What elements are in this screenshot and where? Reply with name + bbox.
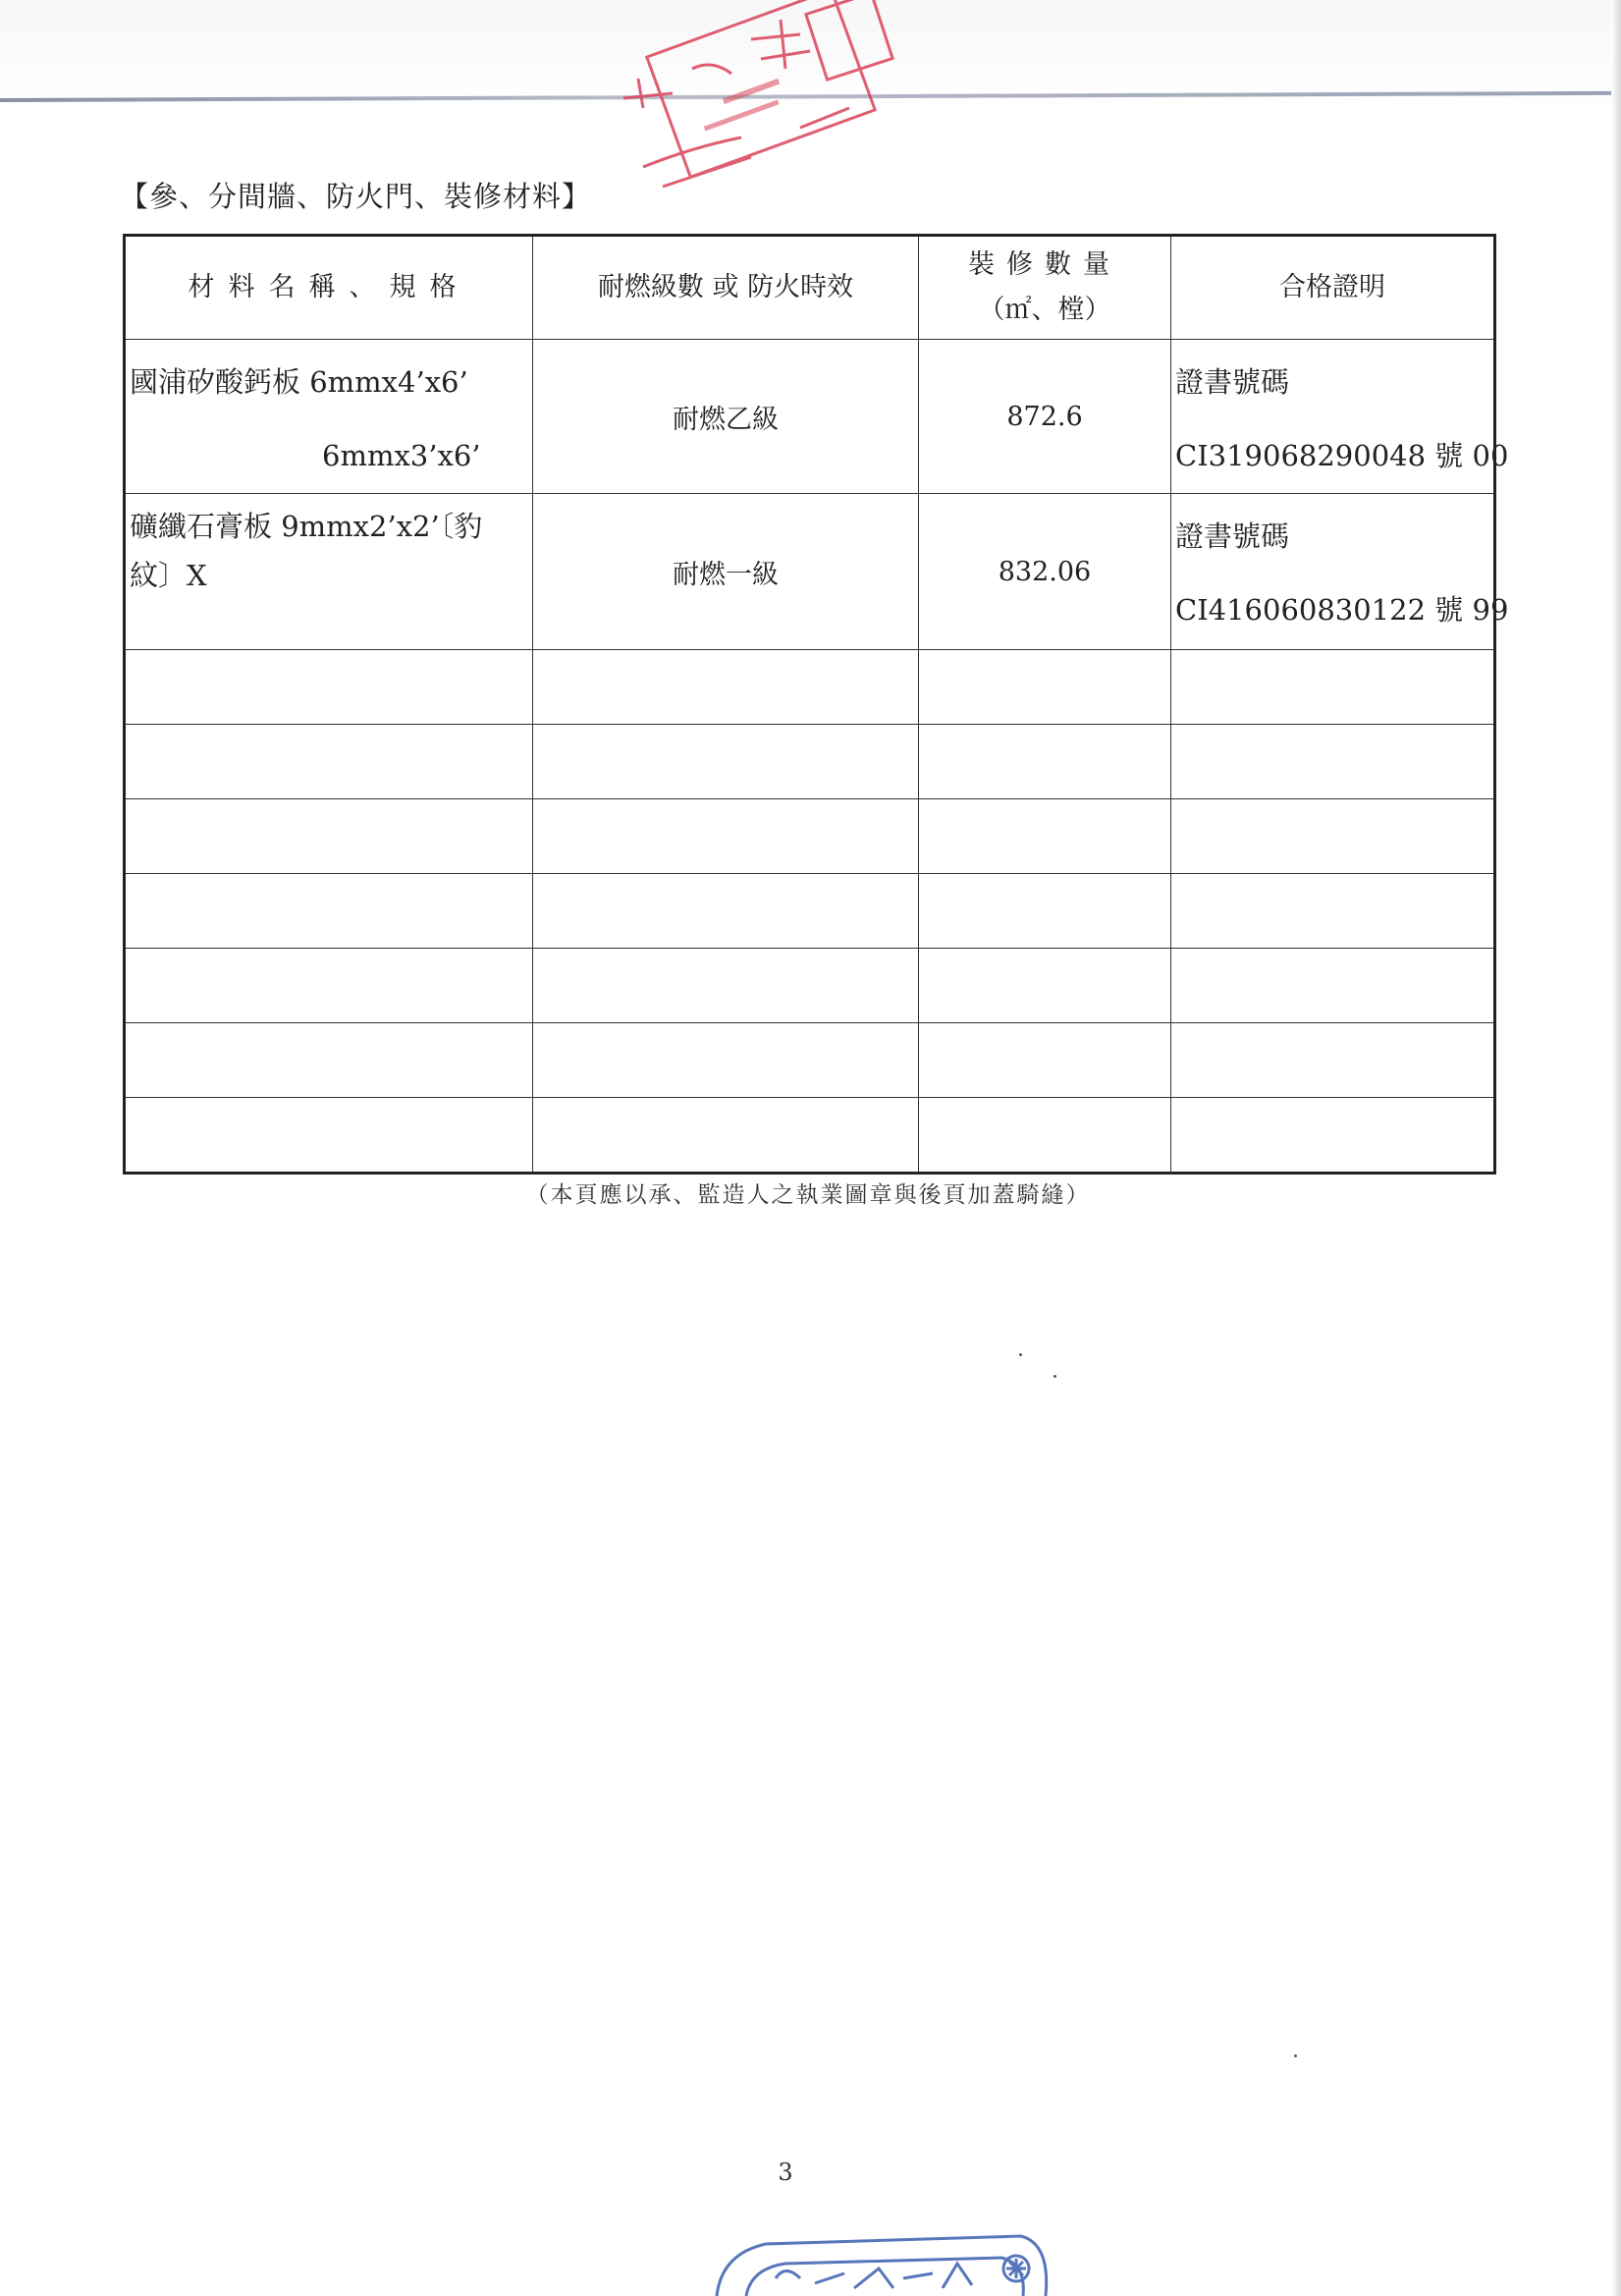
empty-cell [1171, 1098, 1495, 1174]
empty-cell [125, 725, 533, 799]
empty-cell [125, 1098, 533, 1174]
material-spec: 紋〕X [130, 559, 207, 592]
header-material: 材料名稱、規格 [125, 236, 533, 340]
table-row [125, 494, 1495, 650]
empty-cell [1171, 725, 1495, 799]
empty-cell [919, 949, 1171, 1023]
empty-cell [1171, 1023, 1495, 1098]
empty-table-row [125, 1098, 1495, 1174]
header-quantity-label: 裝修數量 [968, 249, 1121, 280]
table-header-row [125, 236, 1495, 340]
page-right-edge-shadow [1611, 0, 1621, 2296]
certificate-label: 證書號碼 [1175, 365, 1290, 399]
empty-cell [1171, 949, 1495, 1023]
empty-cell [533, 650, 919, 725]
rating-cell: 耐燃乙級 [533, 340, 919, 494]
quantity-cell: 872.6 [919, 340, 1171, 494]
empty-cell [533, 874, 919, 949]
empty-cell [919, 874, 1171, 949]
certificate-label: 證書號碼 [1175, 519, 1290, 553]
header-quantity-unit: （㎡、樘） [978, 295, 1111, 325]
red-seal-stamp [604, 0, 908, 206]
empty-cell [919, 1023, 1171, 1098]
material-name: 國浦矽酸鈣板 6mmx4’x6’ [130, 365, 468, 399]
header-rating: 耐燃級數 或 防火時效 [533, 236, 919, 340]
empty-table-row [125, 799, 1495, 874]
table-row [125, 340, 1495, 494]
page-number: 3 [778, 2159, 793, 2186]
empty-cell [533, 1098, 919, 1174]
empty-cell [919, 799, 1171, 874]
header-quantity [919, 236, 1171, 340]
empty-table-row [125, 1023, 1495, 1098]
certificate-number: CI416060830122 號 99 [1175, 593, 1509, 627]
scan-speck [1054, 1375, 1056, 1378]
materials-table-container [123, 234, 1509, 1175]
header-certificate: 合格證明 [1171, 236, 1495, 340]
certificate-cell [1171, 340, 1509, 494]
quantity-cell: 832.06 [919, 494, 1171, 650]
empty-table-row [125, 725, 1495, 799]
scan-speck [1294, 2054, 1297, 2057]
material-cell [125, 494, 533, 650]
empty-cell [533, 949, 919, 1023]
certificate-number: CI319068290048 號 00 [1175, 439, 1509, 472]
empty-table-row [125, 650, 1495, 725]
empty-table-row [125, 874, 1495, 949]
material-spec: 6mmx3’x6’ [322, 439, 481, 472]
rating-cell: 耐燃一級 [533, 494, 919, 650]
empty-cell [1171, 874, 1495, 949]
scan-speck [1019, 1353, 1022, 1356]
material-name: 礦纖石膏板 9mmx2’x2’〔豹 [130, 510, 483, 543]
footnote: （本頁應以承、監造人之執業圖章與後頁加蓋騎縫） [525, 1182, 1091, 1208]
empty-cell [919, 1098, 1171, 1174]
section-title: 【參、分間牆、防火門、裝修材料】 [120, 180, 592, 213]
empty-cell [125, 799, 533, 874]
material-cell [125, 340, 533, 494]
empty-cell [919, 725, 1171, 799]
empty-cell [125, 650, 533, 725]
empty-table-row [125, 949, 1495, 1023]
empty-cell [125, 949, 533, 1023]
empty-cell [533, 1023, 919, 1098]
empty-cell [919, 650, 1171, 725]
empty-cell [533, 799, 919, 874]
empty-cell [125, 1023, 533, 1098]
certificate-cell [1171, 494, 1509, 650]
empty-cell [1171, 799, 1495, 874]
blue-seal-stamp [707, 2224, 1060, 2296]
empty-cell [1171, 650, 1495, 725]
empty-cell [533, 725, 919, 799]
materials-table [123, 234, 1509, 1175]
empty-cell [125, 874, 533, 949]
